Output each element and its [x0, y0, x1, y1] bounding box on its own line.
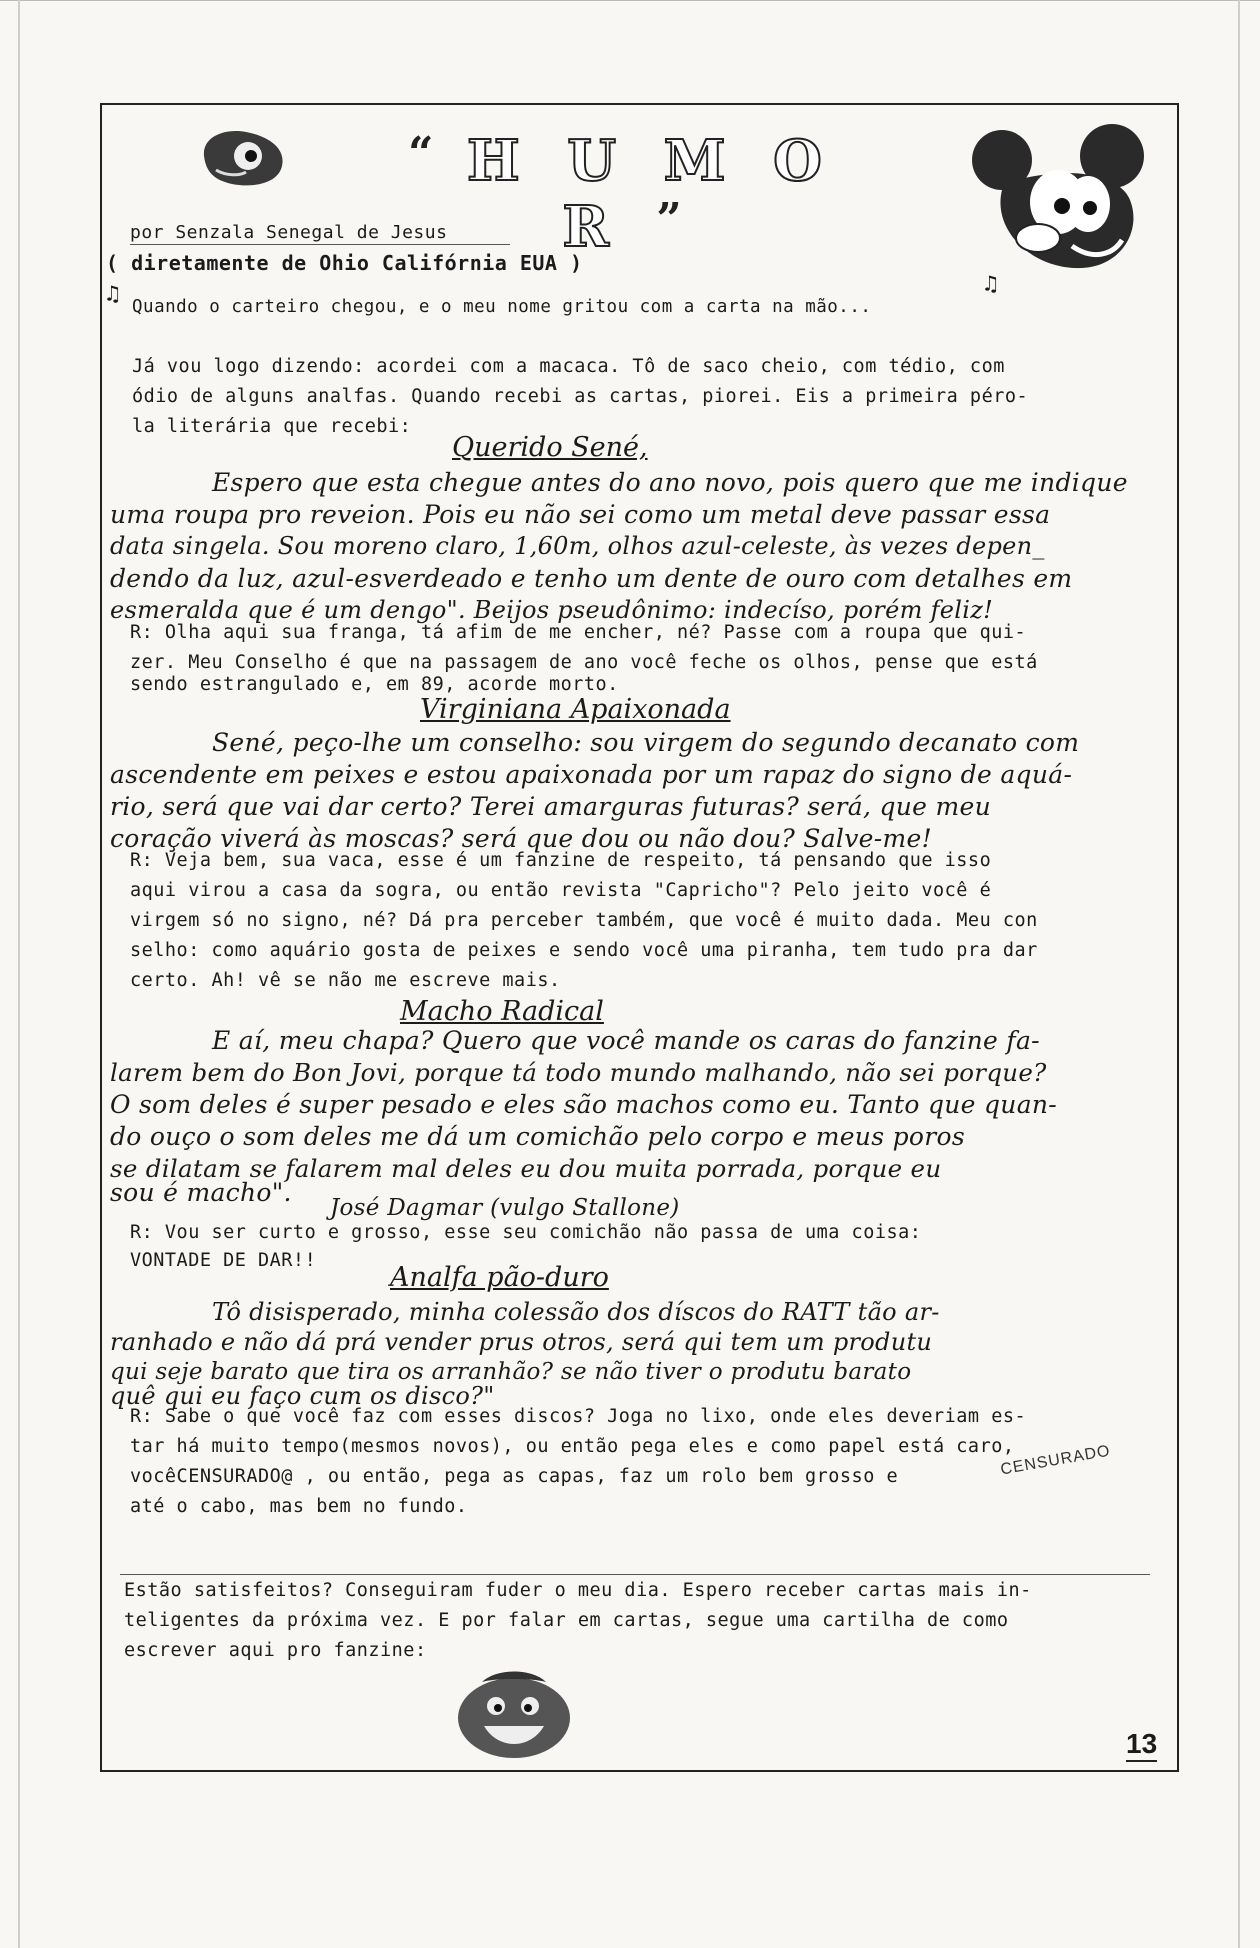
letter-line: ascendente em peixes e estou apaixonada por um rapaz do signo de aquá-	[110, 760, 1073, 789]
letter-line: O som deles é super pesado e eles são machos como eu. Tanto que quan-	[110, 1090, 1058, 1119]
byline: por Senzala Senegal de Jesus	[130, 222, 448, 243]
reply-line: R: Vou ser curto e grosso, esse seu comichão não passa de uma coisa:	[130, 1222, 922, 1243]
letter-line: Sené, peço-lhe um conselho: sou virgem do segundo decanato com	[212, 728, 1080, 757]
reply-line: aqui virou a casa da sogra, ou então revista "Capricho"? Pelo jeito você é	[130, 880, 992, 901]
letter-line: larem bem do Bon Jovi, porque tá todo mundo malhando, não sei porque?	[110, 1058, 1047, 1087]
music-note-icon: ♫	[106, 282, 120, 307]
letter-signature: José Dagmar (vulgo Stallone)	[330, 1195, 680, 1221]
page-title	[402, 128, 842, 260]
letter-title: Querido Sené,	[452, 432, 648, 463]
closing-line: escrever aqui pro fanzine:	[124, 1640, 427, 1661]
closing-line: Estão satisfeitos? Conseguiram fuder o meu dia. Espero receber cartas mais in-	[124, 1580, 1032, 1601]
reply-line: VONTADE DE DAR!!	[130, 1250, 317, 1271]
letter-title: Macho Radical	[400, 996, 604, 1027]
letter-line: se dilatam se falarem mal deles eu dou muita porrada, porque eu	[110, 1154, 942, 1183]
letter-title: Analfa pão-duro	[390, 1262, 609, 1293]
reply-line: R: Sabe o que você faz com esses discos? Joga no lixo, onde eles deveriam es-	[130, 1406, 1027, 1427]
page-number: 13	[1126, 1728, 1157, 1762]
letter-line: ranhado e não dá prá vender prus otros, será qui tem um produtu	[110, 1328, 933, 1356]
title-text: H U M O R	[466, 128, 836, 260]
reply-line: até o cabo, mas bem no fundo.	[130, 1496, 468, 1517]
music-note-icon-2: ♫	[984, 272, 998, 297]
reply-line: sendo estrangulado e, em 89, acorde morto.	[130, 674, 619, 695]
reply-line: virgem só no signo, né? Dá pra perceber também, que você é muito dada. Meu con	[130, 910, 1038, 931]
cartoon-face-icon	[196, 126, 290, 190]
reply-line: vocêCENSURADO@ , ou então, pega as capas, faz um rolo bem grosso e	[130, 1466, 899, 1487]
reply-line: zer. Meu Conselho é que na passagem de ano você feche os olhos, pense que está	[130, 652, 1038, 673]
letter-line: sou é macho".	[110, 1178, 292, 1207]
mickey-mouse-icon	[962, 120, 1152, 280]
intro-line: Já vou logo dizendo: acordei com a macaca. Tô de saco cheio, com tédio, com	[132, 356, 1005, 377]
scan-edge-right	[1238, 0, 1240, 1948]
censored-stamp: CENSURADO	[999, 1442, 1112, 1479]
letter-line: quê qui eu faço cum os disco?"	[110, 1382, 495, 1410]
reply-line: R: Olha aqui sua franga, tá afim de me encher, né? Passe com a roupa que qui-	[130, 622, 1027, 643]
letter-line: Tô disisperado, minha colessão dos díscos do RATT tão ar-	[212, 1298, 940, 1326]
reply-line: R: Veja bem, sua vaca, esse é um fanzine de respeito, tá pensando que isso	[130, 850, 992, 871]
scan-edge	[0, 0, 1260, 1]
letter-line: esmeralda que é um dengo". Beijos pseudônimo: indecíso, porém feliz!	[110, 596, 994, 624]
song-line: Quando o carteiro chegou, e o meu nome gritou com a carta na mão...	[132, 297, 872, 317]
letter-line: dendo da luz, azul-esverdeado e tenho um dente de ouro com detalhes em	[110, 564, 1073, 593]
smiling-face-icon	[452, 1666, 576, 1762]
letter-title: Virginiana Apaixonada	[420, 694, 731, 725]
reply-line: selho: como aquário gosta de peixes e sendo você uma piranha, tem tudo pra dar	[130, 940, 1038, 961]
letter-line: E aí, meu chapa? Quero que você mande os caras do fanzine fa-	[212, 1026, 1040, 1055]
title-close-quote: ”	[656, 194, 682, 245]
intro-line: ódio de alguns analfas. Quando recebi as cartas, piorei. Eis a primeira péro-	[132, 386, 1029, 407]
title-open-quote: “	[408, 128, 434, 179]
reply-line: certo. Ah! vê se não me escreve mais.	[130, 970, 561, 991]
letter-line: coração viverá às moscas? será que dou ou não dou? Salve-me!	[110, 824, 932, 853]
letter-line: qui seje barato que tira os arranhão? se não tiver o produtu barato	[110, 1359, 912, 1385]
closing-line: teligentes da próxima vez. E por falar em cartas, segue uma cartilha de como	[124, 1610, 1009, 1631]
letter-line: rio, será que vai dar certo? Terei amarguras futuras? será, que meu	[110, 792, 992, 821]
intro-line: la literária que recebi:	[132, 416, 412, 437]
reply-line: tar há muito tempo(mesmos novos), ou então pega eles e como papel está caro,	[130, 1436, 1015, 1457]
scan-edge-left	[18, 0, 20, 1948]
letter-line: do ouço o som deles me dá um comichão pelo corpo e meus poros	[110, 1122, 965, 1151]
letter-line: uma roupa pro reveion. Pois eu não sei como um metal deve passar essa	[110, 500, 1051, 529]
closing-divider	[120, 1574, 1150, 1575]
subline: ( diretamente de Ohio Califórnia EUA )	[106, 251, 583, 275]
letter-line: data singela. Sou moreno claro, 1,60m, olhos azul-celeste, às vezes depen_	[110, 532, 1045, 560]
byline-underline	[130, 244, 510, 245]
letter-line: Espero que esta chegue antes do ano novo, pois quero que me indique	[212, 468, 1128, 497]
